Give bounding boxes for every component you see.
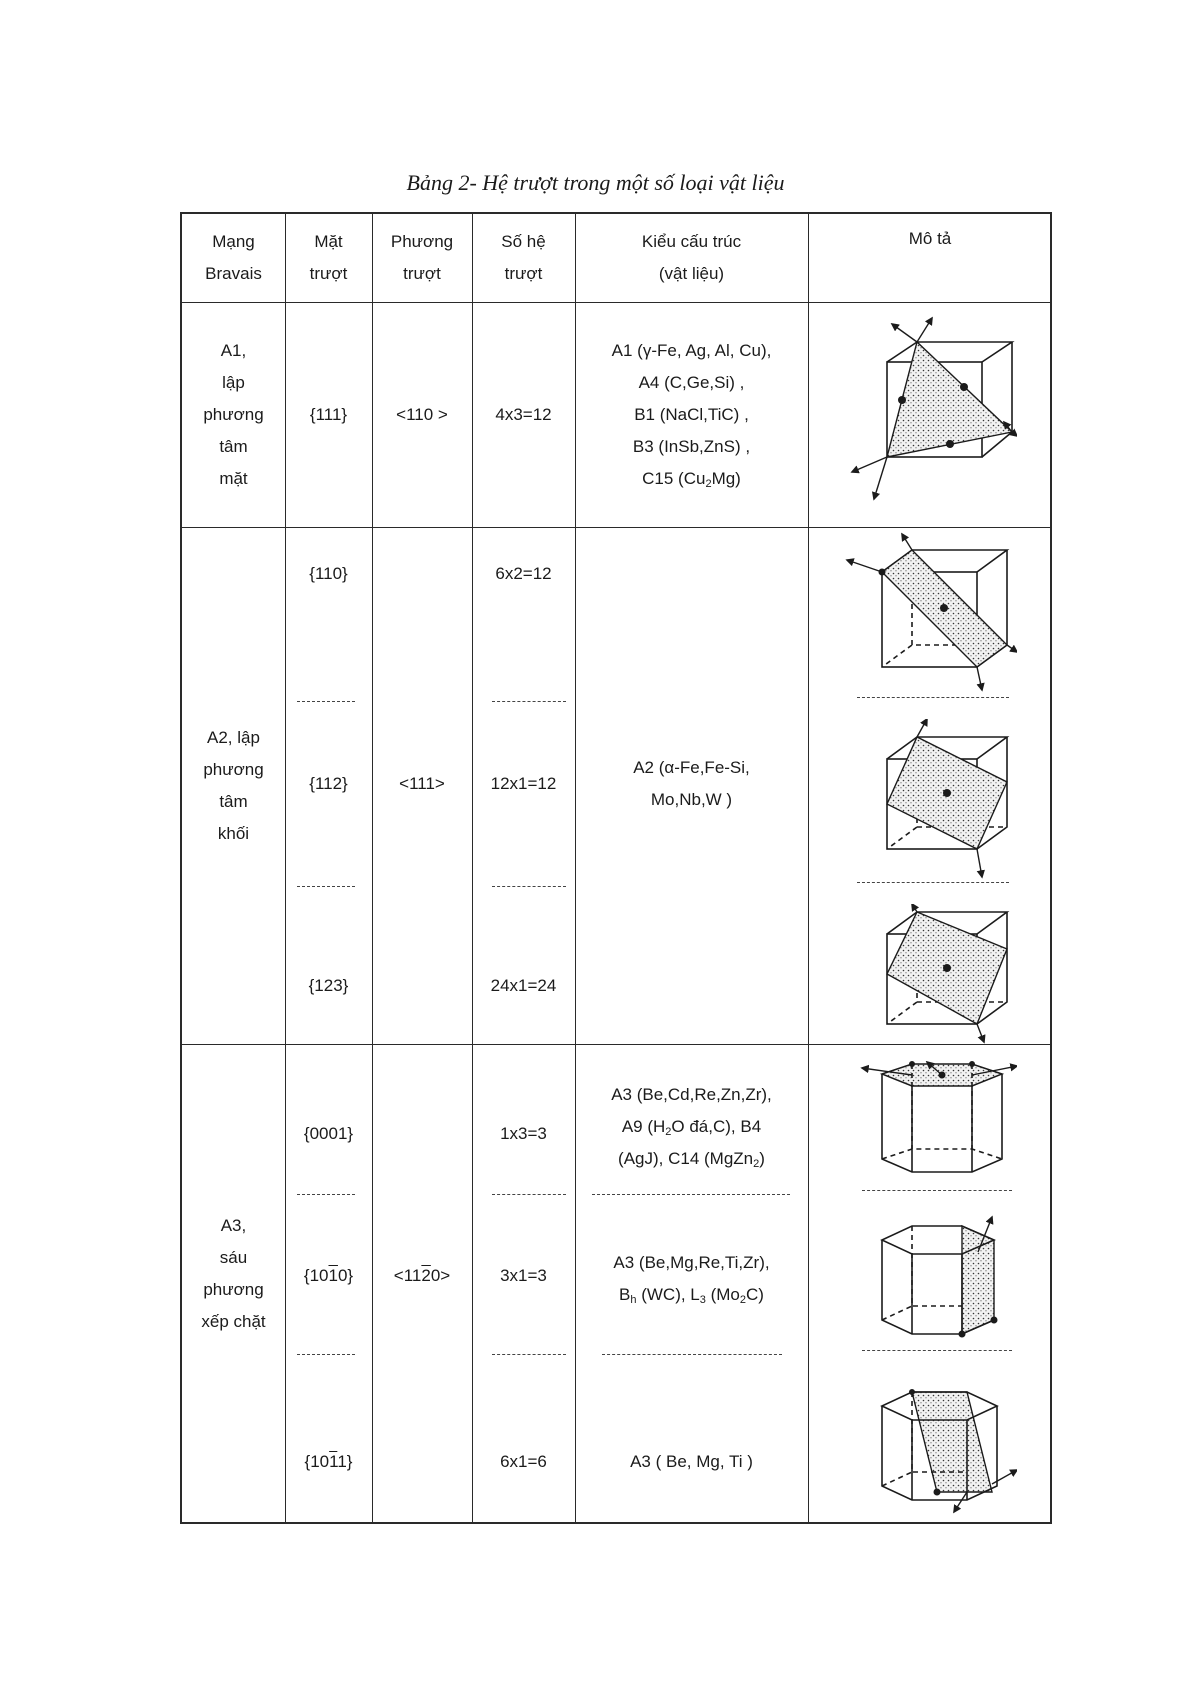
bcc-110-slip-icon — [842, 532, 1017, 692]
bcc-123-slip-icon — [842, 904, 1017, 1044]
a3-structure-1010: A3 (Be,Mg,Re,Ti,Zr), $B_h$ (WC), $L_3$ $(Mo_2C)$ — [613, 1253, 770, 1306]
a3-count-1010: 3x1=3 — [500, 1266, 547, 1285]
a2-lattice: A2, lập phương tâm khối — [203, 727, 264, 843]
bcc-112-slip-icon — [842, 719, 1017, 879]
a3-plane-0001: {0001} — [303, 1124, 354, 1143]
a2-count-123: 24x1=24 — [490, 976, 557, 995]
slip-system-table — [180, 212, 1052, 1524]
a2-count-112: 12x1=12 — [490, 774, 557, 793]
hcp-1011-slip-icon — [842, 1374, 1017, 1514]
a1-count: 4x3=12 — [495, 404, 552, 424]
a2-direction: <111> — [399, 774, 445, 793]
a1-direction: <110 > — [396, 404, 448, 424]
a1-lattice: A1, lập phương tâm mặt — [203, 340, 264, 488]
a3-direction: <1120> — [393, 1266, 451, 1285]
a2-plane-112: {112} — [309, 774, 348, 793]
header-lattice: Mạng Bravais — [205, 232, 262, 283]
table-caption: Bảng 2- Hệ trượt trong một số loại vật liệu — [406, 170, 785, 195]
a2-plane-123: {123} — [308, 976, 349, 995]
hcp-1010-slip-icon — [842, 1212, 1017, 1347]
a3-plane-1010: {1010} — [303, 1266, 354, 1285]
a1-plane: {111} — [309, 404, 348, 424]
header-description: Mô tả — [908, 229, 952, 248]
a2-count-110: 6x2=12 — [495, 564, 552, 583]
a2-structure: A2 (α-Fe,Fe-Si, Mo,Nb,W ) — [633, 758, 750, 809]
a2-plane-110: {110} — [309, 564, 348, 583]
a3-structure-1011: A3 ( Be, Mg, Ti ) — [630, 1452, 753, 1471]
hcp-0001-slip-icon — [842, 1054, 1017, 1189]
header-count: Số hệ trượt — [501, 232, 546, 283]
header-direction: Phương trượt — [390, 232, 454, 283]
a3-structure-0001: A3 (Be,Cd,Re,Zn,Zr), A9 ($H_2O$ đá,C), B4 (AgJ), C14 (MgZn$_2$) — [611, 1084, 772, 1170]
header-structure: Kiểu cấu trúc (vật liệu) — [641, 232, 742, 283]
a3-plane-1011: {1011} — [304, 1452, 353, 1471]
header-plane: Mặt trượt — [309, 232, 348, 283]
a3-count-1011: 6x1=6 — [500, 1452, 547, 1471]
a3-lattice: A3, sáu phương xếp chặt — [201, 1216, 266, 1331]
a1-structure: A1 (γ-Fe, Ag, Al, Cu), A4 (C,Ge,Si) , B1 (NaCl,TiC) , B3 (InSb,ZnS) , C15 $(Cu_2Mg)$ — [611, 340, 772, 490]
a3-count-0001: 1x3=3 — [500, 1124, 547, 1143]
fcc-111-slip-icon — [842, 314, 1017, 514]
